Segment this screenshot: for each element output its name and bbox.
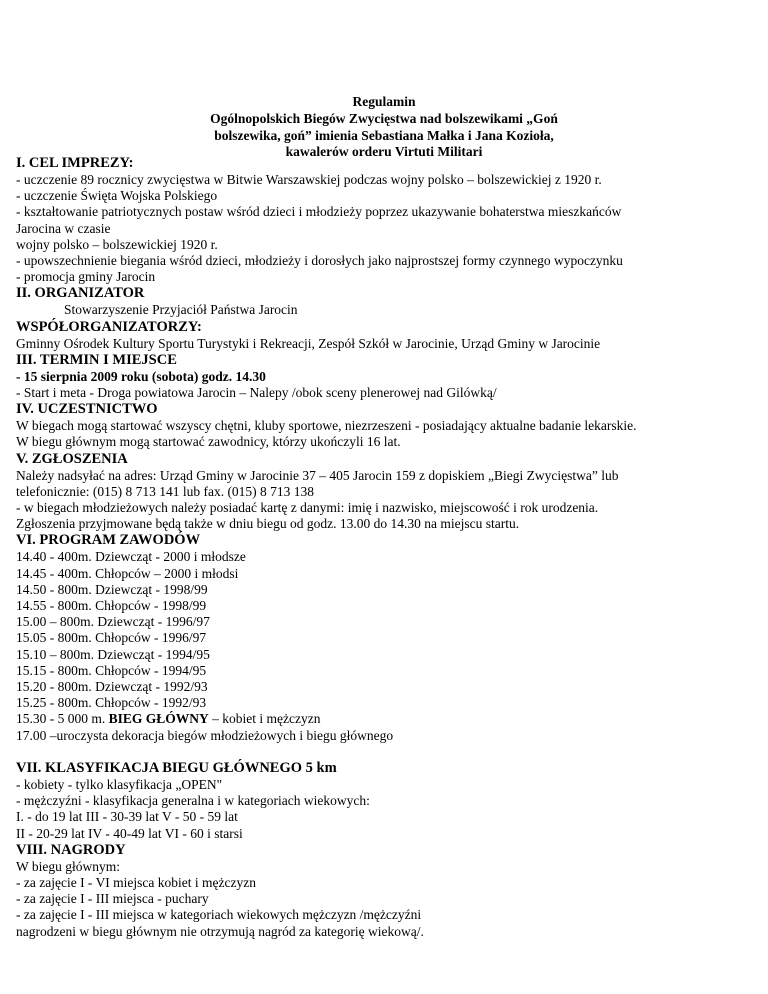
program-item: 15.20 - 800m. Dziewcząt - 1992/93 <box>16 679 208 695</box>
program-item: 15.05 - 800m. Chłopców - 1996/97 <box>16 630 207 646</box>
program-item-ceremony: 17.00 –uroczysta dekoracja biegów młodzieżowych i biegu głównego <box>16 727 394 743</box>
program-item: 14.50 - 800m. Dziewcząt - 1998/99 <box>16 581 208 597</box>
text-line: wojny polsko – bolszewickiej 1920 r. <box>16 236 218 252</box>
section-heading-organizer: II. ORGANIZATOR <box>16 285 145 302</box>
text-line: nagrodzeni w biegu głównym nie otrzymują nagród za kategorię wiekową/. <box>16 923 424 939</box>
text-line: - za zajęcie I - III miejsca - puchary <box>16 891 209 907</box>
section-heading-coorganizers: WSPÓŁORGANIZATORZY: <box>16 318 202 335</box>
text-line: W biegu głównym mogą startować zawodnicy, którzy ukończyli 16 lat. <box>16 434 401 450</box>
program-item: 14.55 - 800m. Chłopców - 1998/99 <box>16 598 207 614</box>
title-line: bolszewika, goń” imienia Sebastiana Małka i Jana Kozioła, <box>214 127 554 143</box>
section-heading-classification: VII. KLASYFIKACJA BIEGU GŁÓWNEGO 5 km <box>16 759 337 776</box>
organizer-name: Stowarzyszenie Przyjaciół Państwa Jarocin <box>64 302 298 318</box>
main-run-label: BIEG GŁÓWNY <box>108 711 209 727</box>
section-heading-registration: V. ZGŁOSZENIA <box>16 450 128 467</box>
text-line: W biegach mogą startować wszyscy chętni, kluby sportowe, niezrzeszeni - posiadający aktualne badanie lekarskie. <box>16 418 637 434</box>
text-line: - uczczenie 89 rocznicy zwycięstwa w Bitwie Warszawskiej podczas wojny polsko – bolszewickiej z 1920 r. <box>16 172 602 187</box>
title-line: Regulamin <box>352 94 416 109</box>
main-run-time: 15.30 - 5 000 m. <box>16 711 109 727</box>
program-item: 14.45 - 400m. Chłopców – 2000 i młodsi <box>16 565 239 581</box>
program-item-main-run <box>16 711 752 727</box>
text-line: telefonicznie: (015) 8 713 141 lub fax. (015) 8 713 138 <box>16 483 315 499</box>
text-line: W biegu głównym: <box>16 858 120 874</box>
section-heading-date-place: III. TERMIN I MIEJSCE <box>16 351 177 368</box>
title-line: kawalerów orderu Virtuti Militari <box>285 144 483 160</box>
section-heading-prizes: VIII. NAGRODY <box>16 841 126 858</box>
event-place: - Start i meta - Droga powiatowa Jarocin – Nalepy /obok sceny plenerowej nad Gilówką/ <box>16 385 497 401</box>
text-line: - kształtowanie patriotycznych postaw wśród dzieci i młodzieży poprzez ukazywanie bohaterstwa mieszkańców <box>16 204 622 220</box>
text-line: - za zajęcie I - VI miejsca kobiet i mężczyzn <box>16 874 256 890</box>
text-line: - upowszechnienie biegania wśród dzieci, młodzieży i dorosłych jako najprostszej formy czynnego wypoczynku <box>16 253 623 269</box>
text-line: - promocja gminy Jarocin <box>16 269 156 285</box>
section-heading-program: VI. PROGRAM ZAWODÓW <box>16 532 201 549</box>
text-line: Należy nadsyłać na adres: Urząd Gminy w Jarocinie 37 – 405 Jarocin 159 z dopiskiem „Biegi Zwycięstwa” lub <box>16 467 619 483</box>
main-run-desc: – kobiet i mężczyzn <box>208 711 321 727</box>
program-item: 15.10 – 800m. Dziewcząt - 1994/95 <box>16 646 210 662</box>
program-item: 15.15 - 800m. Chłopców - 1994/95 <box>16 662 207 678</box>
text-line: II - 20-29 lat IV - 40-49 lat VI - 60 i starsi <box>16 825 243 841</box>
text-line: Jarocina w czasie <box>16 220 111 236</box>
coorganizers-list: Gminny Ośrodek Kultury Sportu Turystyki i Rekreacji, Zespół Szkół w Jarocinie, Urząd Gminy w Jarocinie <box>16 335 601 351</box>
spacer <box>16 744 752 760</box>
text-line: - kobiety - tylko klasyfikacja „OPEN" <box>16 776 223 792</box>
text-line: - w biegach młodzieżowych należy posiadać kartę z danymi: imię i nazwisko, miejscowość i rok urodzenia. <box>16 500 599 516</box>
text-line: - uczczenie Święta Wojska Polskiego <box>16 188 218 204</box>
section-heading-participation: IV. UCZESTNICTWO <box>16 401 158 418</box>
document-body <box>16 155 752 940</box>
title-line: Ogólnopolskich Biegów Zwycięstwa nad bolszewikami „Goń <box>210 110 558 126</box>
program-item: 14.40 - 400m. Dziewcząt - 2000 i młodsze <box>16 549 246 565</box>
section-heading-purpose: I. CEL IMPREZY: <box>16 155 134 171</box>
text-line: Zgłoszenia przyjmowane będą także w dniu biegu od godz. 13.00 do 14.30 na miejscu startu. <box>16 516 520 532</box>
document-title <box>0 94 768 161</box>
text-line: I. - do 19 lat III - 30-39 lat V - 50 - 59 lat <box>16 809 238 825</box>
text-line: - mężczyźni - klasyfikacja generalna i w kategoriach wiekowych: <box>16 793 370 809</box>
program-item: 15.25 - 800m. Chłopców - 1992/93 <box>16 695 207 711</box>
text-line: - za zajęcie I - III miejsca w kategoriach wiekowych mężczyzn /mężczyźni <box>16 907 422 923</box>
event-date: - 15 sierpnia 2009 roku (sobota) godz. 14.30 <box>16 368 266 384</box>
program-item: 15.00 – 800m. Dziewcząt - 1996/97 <box>16 614 210 630</box>
